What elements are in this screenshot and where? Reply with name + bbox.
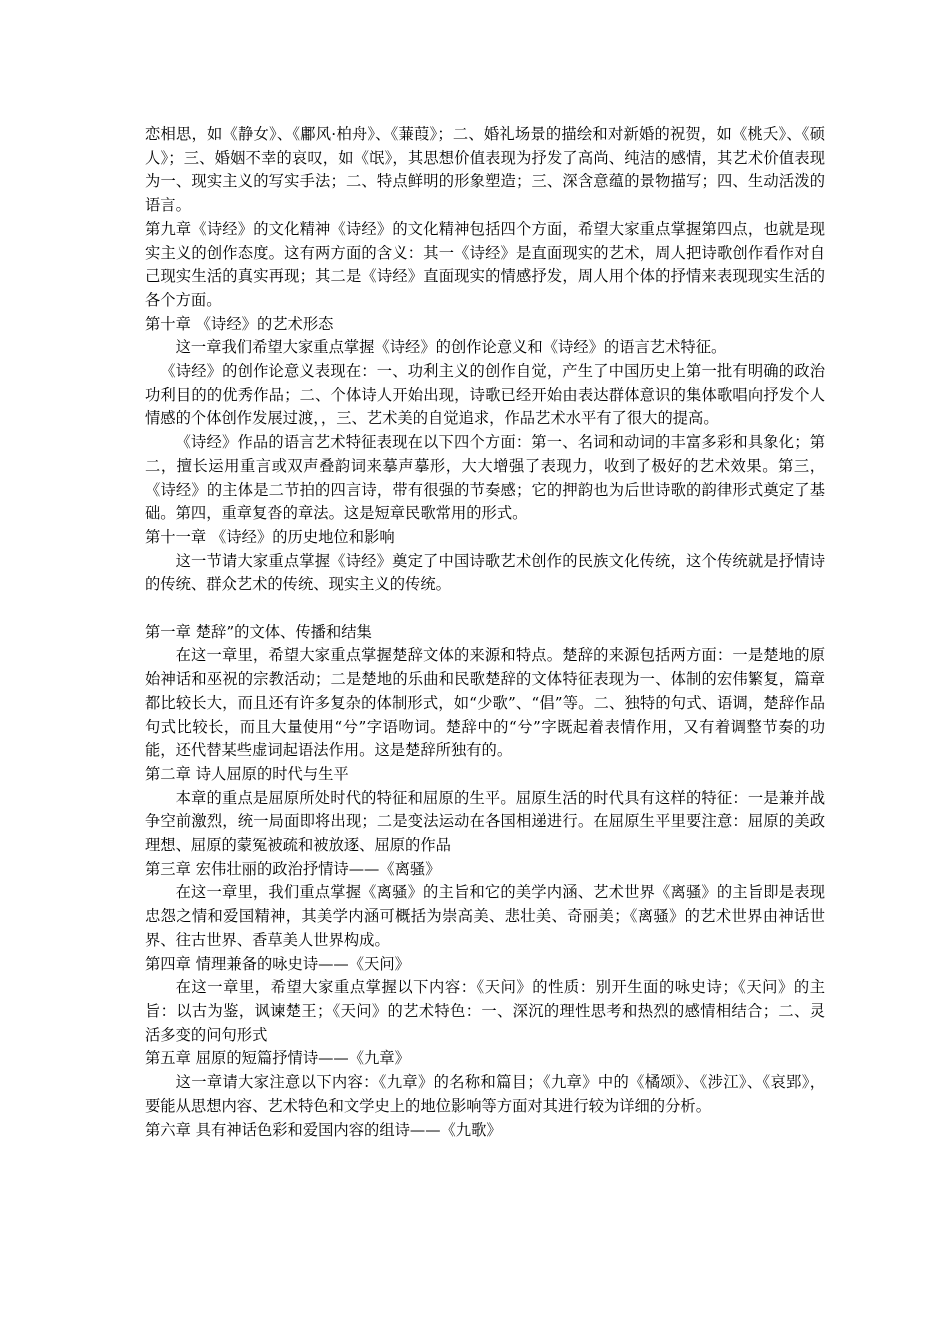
paragraph-chapter-10-language-features: 《诗经》作品的语言艺术特征表现在以下四个方面：第一、名词和动词的丰富多彩和具象化；第二，擅长运用重言或双声叠韵词来摹声摹形，大大增强了表现力，收到了极好的艺术效果。第三，《诗经》的主体是二节拍的四言诗，带有很强的节奏感；它的押韵也为后世诗歌的韵律形式奠定了基础。第四，重章复沓的章法。这是短章民歌常用的形式。 — [145, 433, 825, 523]
paragraph-chuci-chapter-1: 在这一章里，希望大家重点掌握楚辞文体的来源和特点。楚辞的来源包括两方面：一是楚地的原始神话和巫祝的宗教活动；二是楚地的乐曲和民歌楚辞的文体特征表现为一、体制的宏伟繁复，篇章都比较长大，而且还有许多复杂的体制形式，如“少歌”、“倡”等。二、独特的句式、语调，楚辞作品句式比较长，而且大量使用“兮”字语吻词。楚辞中的“兮”字既起着表情作用，又有着调整节奏的功能，还代替某些虚词起语法作用。这是楚辞所独有的。 — [145, 646, 825, 760]
paragraph-chuci-chapter-4: 在这一章里，希望大家重点掌握以下内容：《天问》的性质：别开生面的咏史诗；《天问》的主旨：以古为鉴，讽谏楚王；《天问》的艺术特色：一、深沉的理性思考和热烈的感情相结合；二、灵活多变的问句形式 — [145, 978, 825, 1044]
paragraph-chuci-chapter-5: 这一章请大家注意以下内容：《九章》的名称和篇目；《九章》中的《橘颂》、《涉江》、《哀郢》，要能从思想内容、艺术特色和文学史上的地位影响等方面对其进行较为详细的分析。 — [145, 1073, 825, 1115]
document-page — [145, 123, 825, 1142]
paragraph-chapter-9-cultural-spirit: 第九章《诗经》的文化精神《诗经》的文化精神包括四个方面，希望大家重点掌握第四点，也就是现实主义的创作态度。这有两方面的含义：其一《诗经》是直面现实的艺术，周人把诗歌创作看作对自己现实生活的真实再现；其二是《诗经》直面现实的情感抒发，周人用个体的抒情来表现现实生活的各个方面。 — [145, 219, 825, 309]
heading-chuci-chapter-1: 第一章 楚辞”的文体、传播和结集 — [145, 622, 372, 641]
paragraph-chapter-10-intro: 这一章我们希望大家重点掌握《诗经》的创作论意义和《诗经》的语言艺术特征。 — [175, 338, 727, 357]
paragraph-chapter-10-creative-significance: 《诗经》的创作论意义表现在：一、功利主义的创作自觉，产生了中国历史上第一批有明确的政治功利目的的优秀作品；二、个体诗人开始出现，诗歌已经开始由表达群体意识的集体歌唱向抒发个人情感的个体创作发展过渡，，三、艺术美的自觉追求，作品艺术水平有了很大的提高。 — [145, 362, 825, 428]
paragraph-chuci-chapter-2: 本章的重点是屈原所处时代的特征和屈原的生平。屈原生活的时代具有这样的特征：一是兼并战争空前激烈，统一局面即将出现；二是变法运动在各国相递进行。在屈原生平里要注意：屈原的美政理想、屈原的蒙冤被疏和被放逐、屈原的作品 — [145, 788, 825, 855]
heading-chuci-chapter-2: 第二章 诗人屈原的时代与生平 — [145, 764, 349, 783]
heading-chapter-11: 第十一章 《诗经》的历史地位和影响 — [145, 527, 395, 546]
heading-chapter-10: 第十章 《诗经》的艺术形态 — [145, 314, 334, 333]
paragraph-chapter-11-influence: 这一节请大家重点掌握《诗经》奠定了中国诗歌艺术创作的民族文化传统，这个传统就是抒情诗的传统、群众艺术的传统、现实主义的传统。 — [145, 551, 825, 594]
heading-chuci-chapter-4: 第四章 情理兼备的咏史诗——《天问》 — [145, 954, 410, 973]
section-gap — [145, 597, 825, 621]
paragraph-love-marriage-poems: 恋相思，如《静女》、《鄘风·柏舟》、《蒹葭》；二、婚礼场景的描绘和对新婚的祝贺，如《桃夭》、《硕人》；三、婚姻不幸的哀叹，如《氓》，其思想价值表现为抒发了高尚、纯洁的感情，其艺术价值表现为一、现实主义的写实手法；二、特点鲜明的形象塑造；三、深含意蕴的景物描写；四、生动活泼的语言。 — [145, 125, 825, 215]
heading-chuci-chapter-3: 第三章 宏伟壮丽的政治抒情诗——《离骚》 — [145, 859, 441, 878]
paragraph-chuci-chapter-3: 在这一章里，我们重点掌握《离骚》的主旨和它的美学内涵、艺术世界《离骚》的主旨即是表现忠怨之情和爱国精神，其美学内涵可概括为崇高美、悲壮美、奇丽美；《离骚》的艺术世界由神话世界、往古世界、香草美人世界构成。 — [145, 883, 825, 949]
heading-chuci-chapter-5: 第五章 屈原的短篇抒情诗——《九章》 — [145, 1049, 410, 1068]
heading-chuci-chapter-6: 第六章 具有神话色彩和爱国内容的组诗——《九歌》 — [145, 1120, 502, 1139]
